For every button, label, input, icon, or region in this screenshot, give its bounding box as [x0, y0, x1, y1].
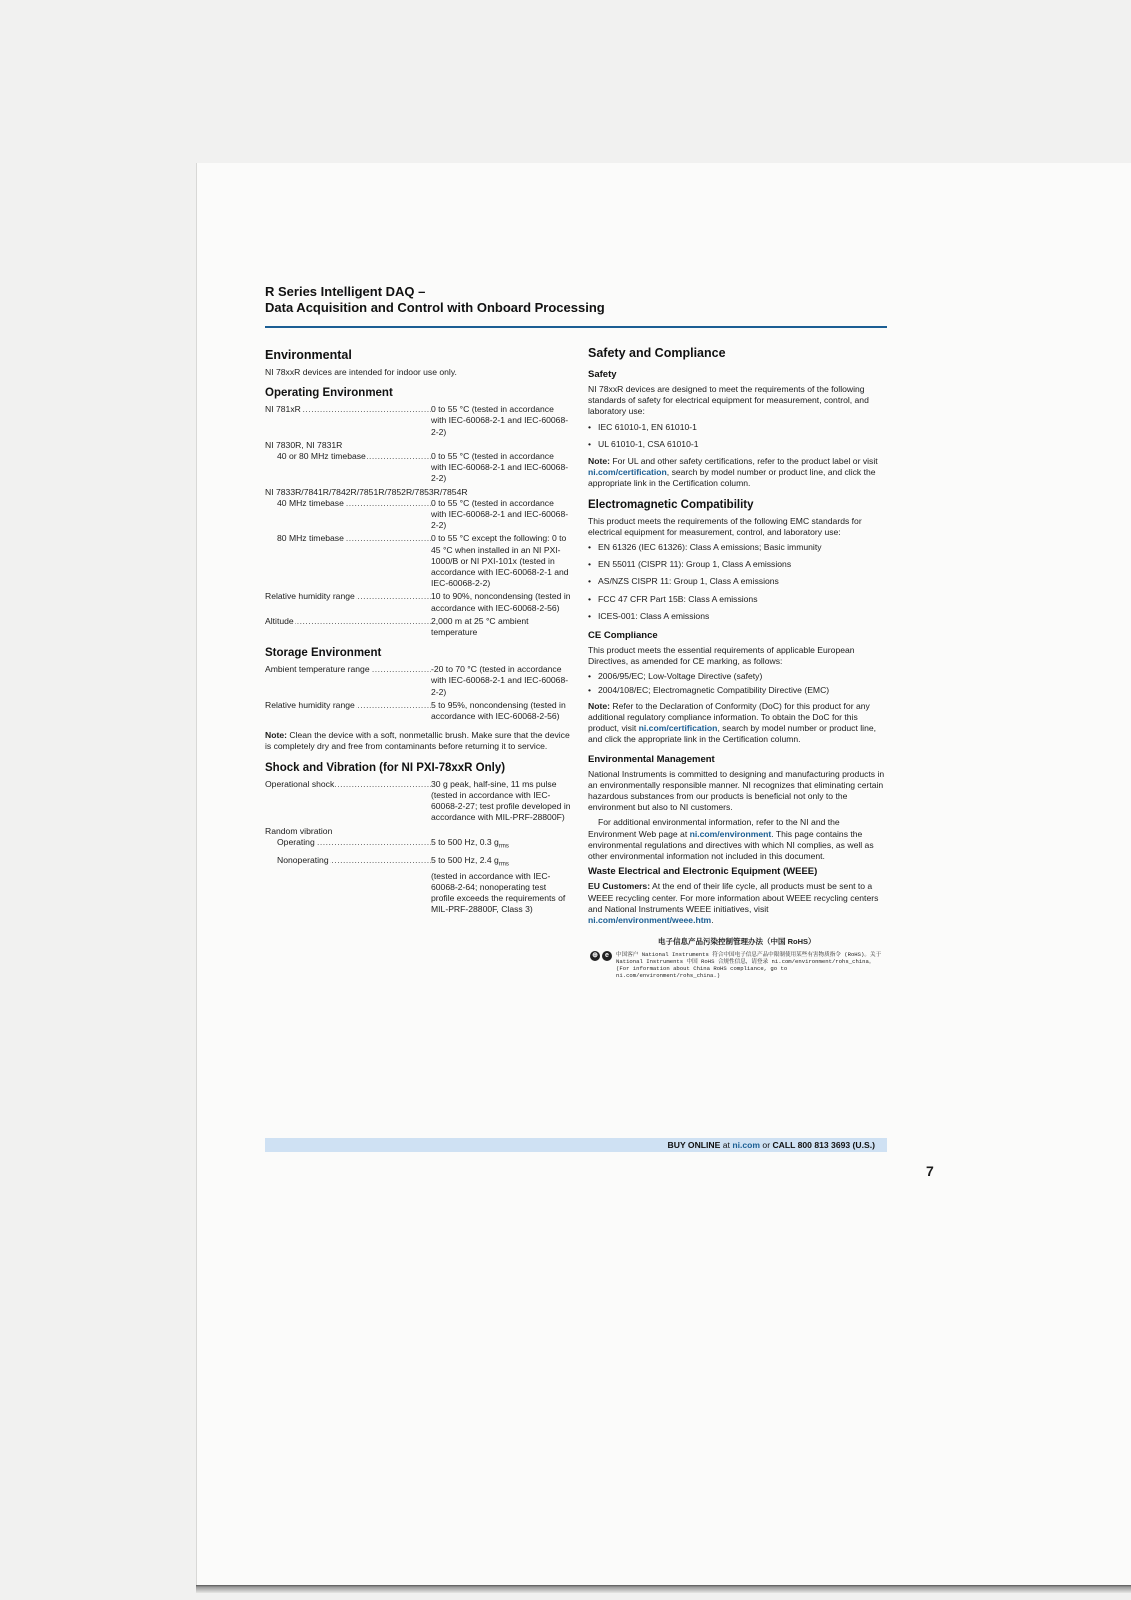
paragraph-text: . This page contains the environmental regulations and directives with which NI complies, as well as other environmental information not included in this document. [588, 828, 874, 862]
environmental-intro: NI 78xxR devices are intended for indoor use only. [265, 367, 457, 377]
certification-link[interactable]: ni.com/certification [638, 723, 718, 734]
note-text: For UL and other safety certifications, refer to the product label or visit [609, 456, 878, 467]
spec-value: 0 to 55 °C (tested in accordance with IEC-60068-2-1 and IEC-60068-2-2) [431, 497, 569, 531]
spec-row [265, 404, 577, 438]
paragraph-text: At the end of their life cycle, all products must be sent to a WEEE recycling center. For more information about WEEE recycling centers and National Instruments WEEE initiatives, visit [588, 881, 879, 914]
left-column [265, 348, 577, 917]
spec-label: NI 781xR [265, 404, 301, 415]
title-line-1: R Series Intelligent DAQ – [265, 284, 426, 299]
title-divider [265, 326, 887, 328]
note-lead: Note: [588, 700, 610, 711]
environment-link[interactable]: ni.com/environment [689, 828, 772, 839]
spec-row [265, 700, 577, 722]
rohs-icons [590, 951, 612, 961]
spec-value: 5 to 95%, noncondensing (tested in accordance with IEC-60068-2-56) [431, 699, 566, 722]
ce-note [588, 701, 888, 746]
china-rohs-text: 中国客户 National Instruments 符合中国电子信息产品中限制使用某些有害物质指令 (RoHS)。关于 National Instruments 中国 RoHS 合规性信息，请登录 ni.com/environment/rohs_china。 (For information about China RoHS compliance, go to ni.com/environment/rohs_china.) [616, 951, 882, 980]
spec-label: Relative humidity range [265, 699, 355, 710]
footer-contact [668, 1139, 875, 1151]
spec-row [265, 664, 577, 698]
spec-label: Nonoperating [265, 855, 330, 865]
safety-text: NI 78xxR devices are designed to meet the requirements of the following standards of safety for electrical equipment for measurement, control, and laboratory use: [588, 384, 869, 417]
buy-online-label: BUY ONLINE [667, 1140, 721, 1150]
cleaning-note [265, 730, 577, 752]
footer-site-link[interactable]: ni.com [732, 1140, 761, 1150]
list-item: • EN 61326 (IEC 61326): Class A emissions; Basic immunity [588, 542, 888, 553]
spec-label: Altitude [265, 615, 294, 626]
spec-label: Ambient temperature range [265, 664, 370, 675]
list-item: • ICES-001: Class A emissions [588, 611, 888, 622]
list-item: • UL 61010-1, CSA 61010-1 [588, 439, 888, 450]
spec-value: 0 to 55 °C (tested in accordance with IEC-60068-2-1 and IEC-60068-2-2) [431, 451, 569, 484]
spec-label: Operational shock [265, 778, 335, 789]
spec-label: 80 MHz timebase [265, 533, 345, 543]
shock-vibration-heading: Shock and Vibration (for NI PXI-78xxR Only) [265, 761, 506, 774]
footer-bar [265, 1138, 887, 1152]
spec-row [265, 837, 577, 853]
safety-list [588, 422, 888, 450]
spec-row [265, 591, 577, 613]
spec-group-title: Random vibration [265, 825, 333, 836]
spec-row [265, 616, 577, 638]
spec-value: 10 to 90%, noncondensing (tested in accordance with IEC-60068-2-56) [431, 591, 571, 613]
note-lead: Note: [265, 730, 287, 741]
right-column [588, 346, 888, 979]
spec-label: 40 MHz timebase [265, 498, 345, 508]
china-rohs-block [590, 951, 888, 979]
safety-note [588, 456, 888, 490]
environmental-management-heading: Environmental Management [588, 753, 715, 765]
ce-list [588, 671, 888, 695]
note-lead: Note: [588, 456, 610, 467]
env-mgmt-paragraph [588, 817, 888, 862]
emc-list [588, 542, 888, 622]
china-rohs-title: 电子信息产品污染控制管理办法（中国 RoHS） [658, 937, 816, 947]
value-text: 5 to 500 Hz, 0.3 g [431, 836, 499, 847]
storage-environment-heading: Storage Environment [265, 647, 382, 660]
rohs-e-icon: e [602, 951, 612, 961]
spec-value [431, 855, 571, 916]
env-mgmt-paragraph: National Instruments is committed to designing and manufacturing products in an environmentally responsible manner. NI recognizes that eliminating certain hazardous substances from our products is beneficial not only to the environment but also to NI customers. [588, 768, 885, 813]
page-edge-shadow [196, 1585, 1131, 1593]
list-item: • FCC 47 CFR Part 15B: Class A emissions [588, 594, 888, 605]
list-item: • AS/NZS CISPR 11: Group 1, Class A emissions [588, 576, 888, 587]
value-subscript: rms [498, 843, 509, 850]
paragraph-text: . [711, 914, 714, 925]
note-text: Refer to the Declaration of Conformity (DoC) for this product for any additional regulatory compliance information. To obtain the DoC for this product, visit [588, 700, 870, 734]
value-text: (tested in accordance with IEC-60068-2-64; nonoperating test profile exceeds the requirements of MIL-PRF-28800F, Class 3) [431, 870, 566, 915]
page-number: 7 [926, 1163, 934, 1179]
spec-value: 0 to 55 °C except the following: 0 to 45 °C when installed in an NI PXI-1000/B or NI PXI-101x (tested in accordance with IEC-60068-2-1 and IEC-60068-2-2) [431, 533, 569, 589]
safety-heading: Safety [588, 369, 617, 380]
weee-link[interactable]: ni.com/environment/weee.htm [588, 914, 712, 925]
ce-text: This product meets the essential requirements of applicable European Directives, as amended for CE marking, as follows: [588, 645, 855, 667]
footer-phone: CALL 800 813 3693 (U.S.) [772, 1140, 875, 1150]
weee-lead: EU Customers: [588, 881, 651, 892]
list-item: • EN 55011 (CISPR 11): Group 1, Class A emissions [588, 559, 888, 570]
spec-group-title: NI 7833R/7841R/7842R/7851R/7852R/7853R/7854R [265, 486, 468, 497]
spec-value: -20 to 70 °C (tested in accordance with IEC-60068-2-1 and IEC-60068-2-2) [431, 664, 569, 697]
spec-row [265, 451, 577, 485]
spec-value: 2,000 m at 25 °C ambient temperature [431, 615, 529, 638]
operating-environment-heading: Operating Environment [265, 387, 393, 400]
spec-group-title: NI 7830R, NI 7831R [265, 439, 343, 450]
ce-compliance-heading: CE Compliance [588, 630, 658, 642]
weee-paragraph [588, 881, 888, 926]
spec-row [265, 498, 577, 532]
spec-value: 30 g peak, half-sine, 11 ms pulse (tested in accordance with IEC-60068-2-27; test profile developed in accordance with MIL-PRF-28800F) [431, 778, 571, 823]
value-subscript: rms [498, 861, 509, 868]
spec-value: 0 to 55 °C (tested in accordance with IEC-60068-2-1 and IEC-60068-2-2) [431, 404, 569, 437]
weee-heading: Waste Electrical and Electronic Equipment (WEEE) [588, 866, 818, 878]
emc-heading: Electromagnetic Compatibility [588, 498, 754, 511]
emc-text: This product meets the requirements of the following EMC standards for electrical equipment for measurement, control, and laboratory use: [588, 515, 862, 537]
spec-row [265, 779, 577, 824]
title-line-2: Data Acquisition and Control with Onboard Processing [265, 300, 605, 315]
footer-separator: at [720, 1140, 733, 1150]
footer-separator: or [760, 1140, 773, 1150]
spec-label: Relative humidity range [265, 591, 355, 602]
spec-row [265, 855, 577, 916]
spec-row [265, 533, 577, 589]
value-text: 5 to 500 Hz, 2.4 g [431, 854, 499, 865]
paragraph-text: For additional environmental information, refer to the NI and the Environment Web page at [588, 817, 840, 839]
safety-compliance-heading: Safety and Compliance [588, 346, 726, 360]
spec-label: Operating [265, 837, 316, 847]
note-text: Clean the device with a soft, nonmetallic brush. Make sure that the device is completely dry and free from contaminants before returning it to service. [265, 730, 570, 752]
spec-value [431, 837, 571, 853]
list-item: • IEC 61010-1, EN 61010-1 [588, 422, 888, 433]
list-item: • 2006/95/EC; Low-Voltage Directive (safety) [588, 671, 888, 682]
note-text: , search by model number or product line, and click the appropriate link in the Certification column. [588, 723, 877, 745]
spec-label: 40 or 80 MHz timebase [265, 451, 367, 461]
rohs-recycle-icon: ⊕ [590, 951, 600, 961]
list-item: • 2004/108/EC; Electromagnetic Compatibility Directive (EMC) [588, 685, 888, 696]
environmental-heading: Environmental [265, 348, 352, 362]
note-text: , search by model number or product line, and click the appropriate link in the Certification column. [588, 467, 876, 489]
certification-link[interactable]: ni.com/certification [588, 467, 667, 478]
document-title [265, 284, 885, 316]
